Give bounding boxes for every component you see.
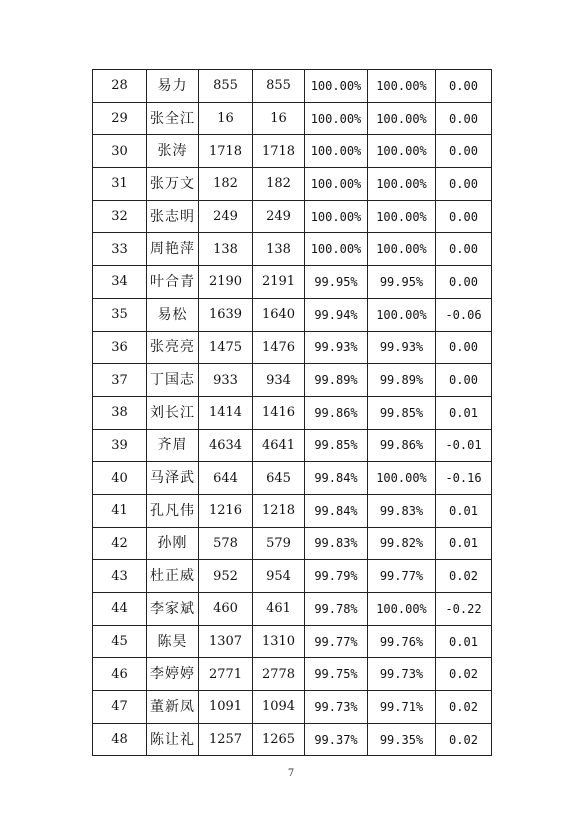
diff-cell: 0.00: [436, 102, 492, 135]
count-b-cell: 461: [253, 593, 305, 626]
rate2-cell: 100.00%: [368, 135, 436, 168]
diff-cell: 0.02: [436, 691, 492, 724]
name-cell: 陈昊: [147, 625, 199, 658]
count-b-cell: 1416: [253, 396, 305, 429]
rank-cell: 38: [93, 396, 147, 429]
count-a-cell: 1307: [199, 625, 253, 658]
rate2-cell: 100.00%: [368, 233, 436, 266]
table-row: [93, 462, 492, 495]
rate2-cell: 99.83%: [368, 494, 436, 527]
name-cell: 叶合青: [147, 266, 199, 299]
rate2-cell: 99.71%: [368, 691, 436, 724]
rate2-cell: 100.00%: [368, 200, 436, 233]
rate1-cell: 99.79%: [305, 560, 368, 593]
rate1-cell: 100.00%: [305, 102, 368, 135]
count-a-cell: 1257: [199, 723, 253, 756]
count-a-cell: 182: [199, 168, 253, 201]
count-b-cell: 855: [253, 70, 305, 103]
rank-cell: 28: [93, 70, 147, 103]
diff-cell: 0.00: [436, 233, 492, 266]
rate2-cell: 100.00%: [368, 102, 436, 135]
count-b-cell: 1265: [253, 723, 305, 756]
rate2-cell: 99.35%: [368, 723, 436, 756]
table-row: [93, 396, 492, 429]
rank-cell: 42: [93, 527, 147, 560]
name-cell: 周艳萍: [147, 233, 199, 266]
table-body: [93, 70, 492, 756]
page-number: 7: [287, 768, 295, 779]
rank-cell: 31: [93, 168, 147, 201]
rate2-cell: 99.82%: [368, 527, 436, 560]
count-a-cell: 1639: [199, 298, 253, 331]
count-b-cell: 1476: [253, 331, 305, 364]
table-row: [93, 168, 492, 201]
rate2-cell: 100.00%: [368, 298, 436, 331]
rate1-cell: 99.89%: [305, 364, 368, 397]
table-row: [93, 429, 492, 462]
diff-cell: 0.02: [436, 723, 492, 756]
name-cell: 丁国志: [147, 364, 199, 397]
rank-cell: 30: [93, 135, 147, 168]
rank-cell: 47: [93, 691, 147, 724]
diff-cell: 0.01: [436, 625, 492, 658]
name-cell: 陈让礼: [147, 723, 199, 756]
rate2-cell: 99.93%: [368, 331, 436, 364]
rate2-cell: 100.00%: [368, 593, 436, 626]
diff-cell: 0.00: [436, 266, 492, 299]
count-b-cell: 934: [253, 364, 305, 397]
count-a-cell: 1414: [199, 396, 253, 429]
table-row: [93, 70, 492, 103]
name-cell: 李家斌: [147, 593, 199, 626]
rate2-cell: 100.00%: [368, 462, 436, 495]
rate2-cell: 99.76%: [368, 625, 436, 658]
diff-cell: 0.00: [436, 135, 492, 168]
diff-cell: -0.01: [436, 429, 492, 462]
table-row: [93, 658, 492, 691]
rate2-cell: 99.95%: [368, 266, 436, 299]
rate2-cell: 99.73%: [368, 658, 436, 691]
count-a-cell: 2771: [199, 658, 253, 691]
rate1-cell: 99.73%: [305, 691, 368, 724]
name-cell: 董新凤: [147, 691, 199, 724]
count-b-cell: 1310: [253, 625, 305, 658]
table-row: [93, 625, 492, 658]
rank-cell: 44: [93, 593, 147, 626]
diff-cell: 0.00: [436, 70, 492, 103]
table-row: [93, 364, 492, 397]
count-b-cell: 954: [253, 560, 305, 593]
table-row: [93, 200, 492, 233]
rate2-cell: 99.77%: [368, 560, 436, 593]
diff-cell: 0.01: [436, 527, 492, 560]
rate2-cell: 99.89%: [368, 364, 436, 397]
rate1-cell: 100.00%: [305, 135, 368, 168]
rate1-cell: 100.00%: [305, 200, 368, 233]
table-row: [93, 494, 492, 527]
rate1-cell: 99.83%: [305, 527, 368, 560]
rank-cell: 32: [93, 200, 147, 233]
count-b-cell: 1218: [253, 494, 305, 527]
diff-cell: 0.00: [436, 200, 492, 233]
name-cell: 马泽武: [147, 462, 199, 495]
rank-cell: 36: [93, 331, 147, 364]
diff-cell: 0.02: [436, 560, 492, 593]
diff-cell: 0.00: [436, 364, 492, 397]
diff-cell: 0.02: [436, 658, 492, 691]
count-a-cell: 1718: [199, 135, 253, 168]
name-cell: 张志明: [147, 200, 199, 233]
count-a-cell: 578: [199, 527, 253, 560]
rank-cell: 43: [93, 560, 147, 593]
name-cell: 张万文: [147, 168, 199, 201]
table-row: [93, 298, 492, 331]
name-cell: 孔凡伟: [147, 494, 199, 527]
rate1-cell: 100.00%: [305, 233, 368, 266]
count-a-cell: 460: [199, 593, 253, 626]
name-cell: 杜正威: [147, 560, 199, 593]
table-row: [93, 723, 492, 756]
rank-cell: 39: [93, 429, 147, 462]
rank-cell: 45: [93, 625, 147, 658]
rate1-cell: 99.93%: [305, 331, 368, 364]
count-a-cell: 1216: [199, 494, 253, 527]
name-cell: 齐眉: [147, 429, 199, 462]
rate1-cell: 99.86%: [305, 396, 368, 429]
count-a-cell: 933: [199, 364, 253, 397]
count-b-cell: 1640: [253, 298, 305, 331]
rate1-cell: 99.75%: [305, 658, 368, 691]
table-row: [93, 560, 492, 593]
table-row: [93, 266, 492, 299]
diff-cell: -0.06: [436, 298, 492, 331]
count-b-cell: 4641: [253, 429, 305, 462]
rank-cell: 33: [93, 233, 147, 266]
count-b-cell: 579: [253, 527, 305, 560]
name-cell: 刘长江: [147, 396, 199, 429]
count-a-cell: 1091: [199, 691, 253, 724]
table-row: [93, 593, 492, 626]
name-cell: 李婷婷: [147, 658, 199, 691]
table-row: [93, 691, 492, 724]
count-a-cell: 4634: [199, 429, 253, 462]
rate1-cell: 100.00%: [305, 70, 368, 103]
rate1-cell: 99.78%: [305, 593, 368, 626]
rate1-cell: 99.84%: [305, 462, 368, 495]
count-b-cell: 249: [253, 200, 305, 233]
count-a-cell: 952: [199, 560, 253, 593]
count-a-cell: 644: [199, 462, 253, 495]
name-cell: 张亮亮: [147, 331, 199, 364]
count-b-cell: 1094: [253, 691, 305, 724]
rank-cell: 35: [93, 298, 147, 331]
rank-cell: 46: [93, 658, 147, 691]
count-a-cell: 138: [199, 233, 253, 266]
count-b-cell: 645: [253, 462, 305, 495]
count-b-cell: 2191: [253, 266, 305, 299]
name-cell: 孙刚: [147, 527, 199, 560]
rank-cell: 40: [93, 462, 147, 495]
diff-cell: 0.00: [436, 168, 492, 201]
name-cell: 易力: [147, 70, 199, 103]
count-b-cell: 182: [253, 168, 305, 201]
rate2-cell: 100.00%: [368, 70, 436, 103]
table-row: [93, 233, 492, 266]
count-a-cell: 249: [199, 200, 253, 233]
rate2-cell: 99.86%: [368, 429, 436, 462]
rate1-cell: 99.77%: [305, 625, 368, 658]
count-a-cell: 16: [199, 102, 253, 135]
table-row: [93, 331, 492, 364]
name-cell: 张全江: [147, 102, 199, 135]
rate2-cell: 100.00%: [368, 168, 436, 201]
rank-cell: 37: [93, 364, 147, 397]
rank-cell: 41: [93, 494, 147, 527]
rate1-cell: 99.85%: [305, 429, 368, 462]
count-b-cell: 138: [253, 233, 305, 266]
data-table: [92, 69, 492, 756]
diff-cell: 0.01: [436, 494, 492, 527]
rate1-cell: 99.84%: [305, 494, 368, 527]
diff-cell: -0.16: [436, 462, 492, 495]
rate2-cell: 99.85%: [368, 396, 436, 429]
name-cell: 易松: [147, 298, 199, 331]
rank-cell: 34: [93, 266, 147, 299]
rank-cell: 48: [93, 723, 147, 756]
name-cell: 张涛: [147, 135, 199, 168]
diff-cell: 0.01: [436, 396, 492, 429]
count-a-cell: 1475: [199, 331, 253, 364]
count-b-cell: 16: [253, 102, 305, 135]
rate1-cell: 99.95%: [305, 266, 368, 299]
count-a-cell: 855: [199, 70, 253, 103]
diff-cell: -0.22: [436, 593, 492, 626]
count-b-cell: 1718: [253, 135, 305, 168]
rate1-cell: 100.00%: [305, 168, 368, 201]
rate1-cell: 99.37%: [305, 723, 368, 756]
count-b-cell: 2778: [253, 658, 305, 691]
rate1-cell: 99.94%: [305, 298, 368, 331]
table-row: [93, 135, 492, 168]
table-row: [93, 527, 492, 560]
rank-cell: 29: [93, 102, 147, 135]
count-a-cell: 2190: [199, 266, 253, 299]
table-row: [93, 102, 492, 135]
diff-cell: 0.00: [436, 331, 492, 364]
